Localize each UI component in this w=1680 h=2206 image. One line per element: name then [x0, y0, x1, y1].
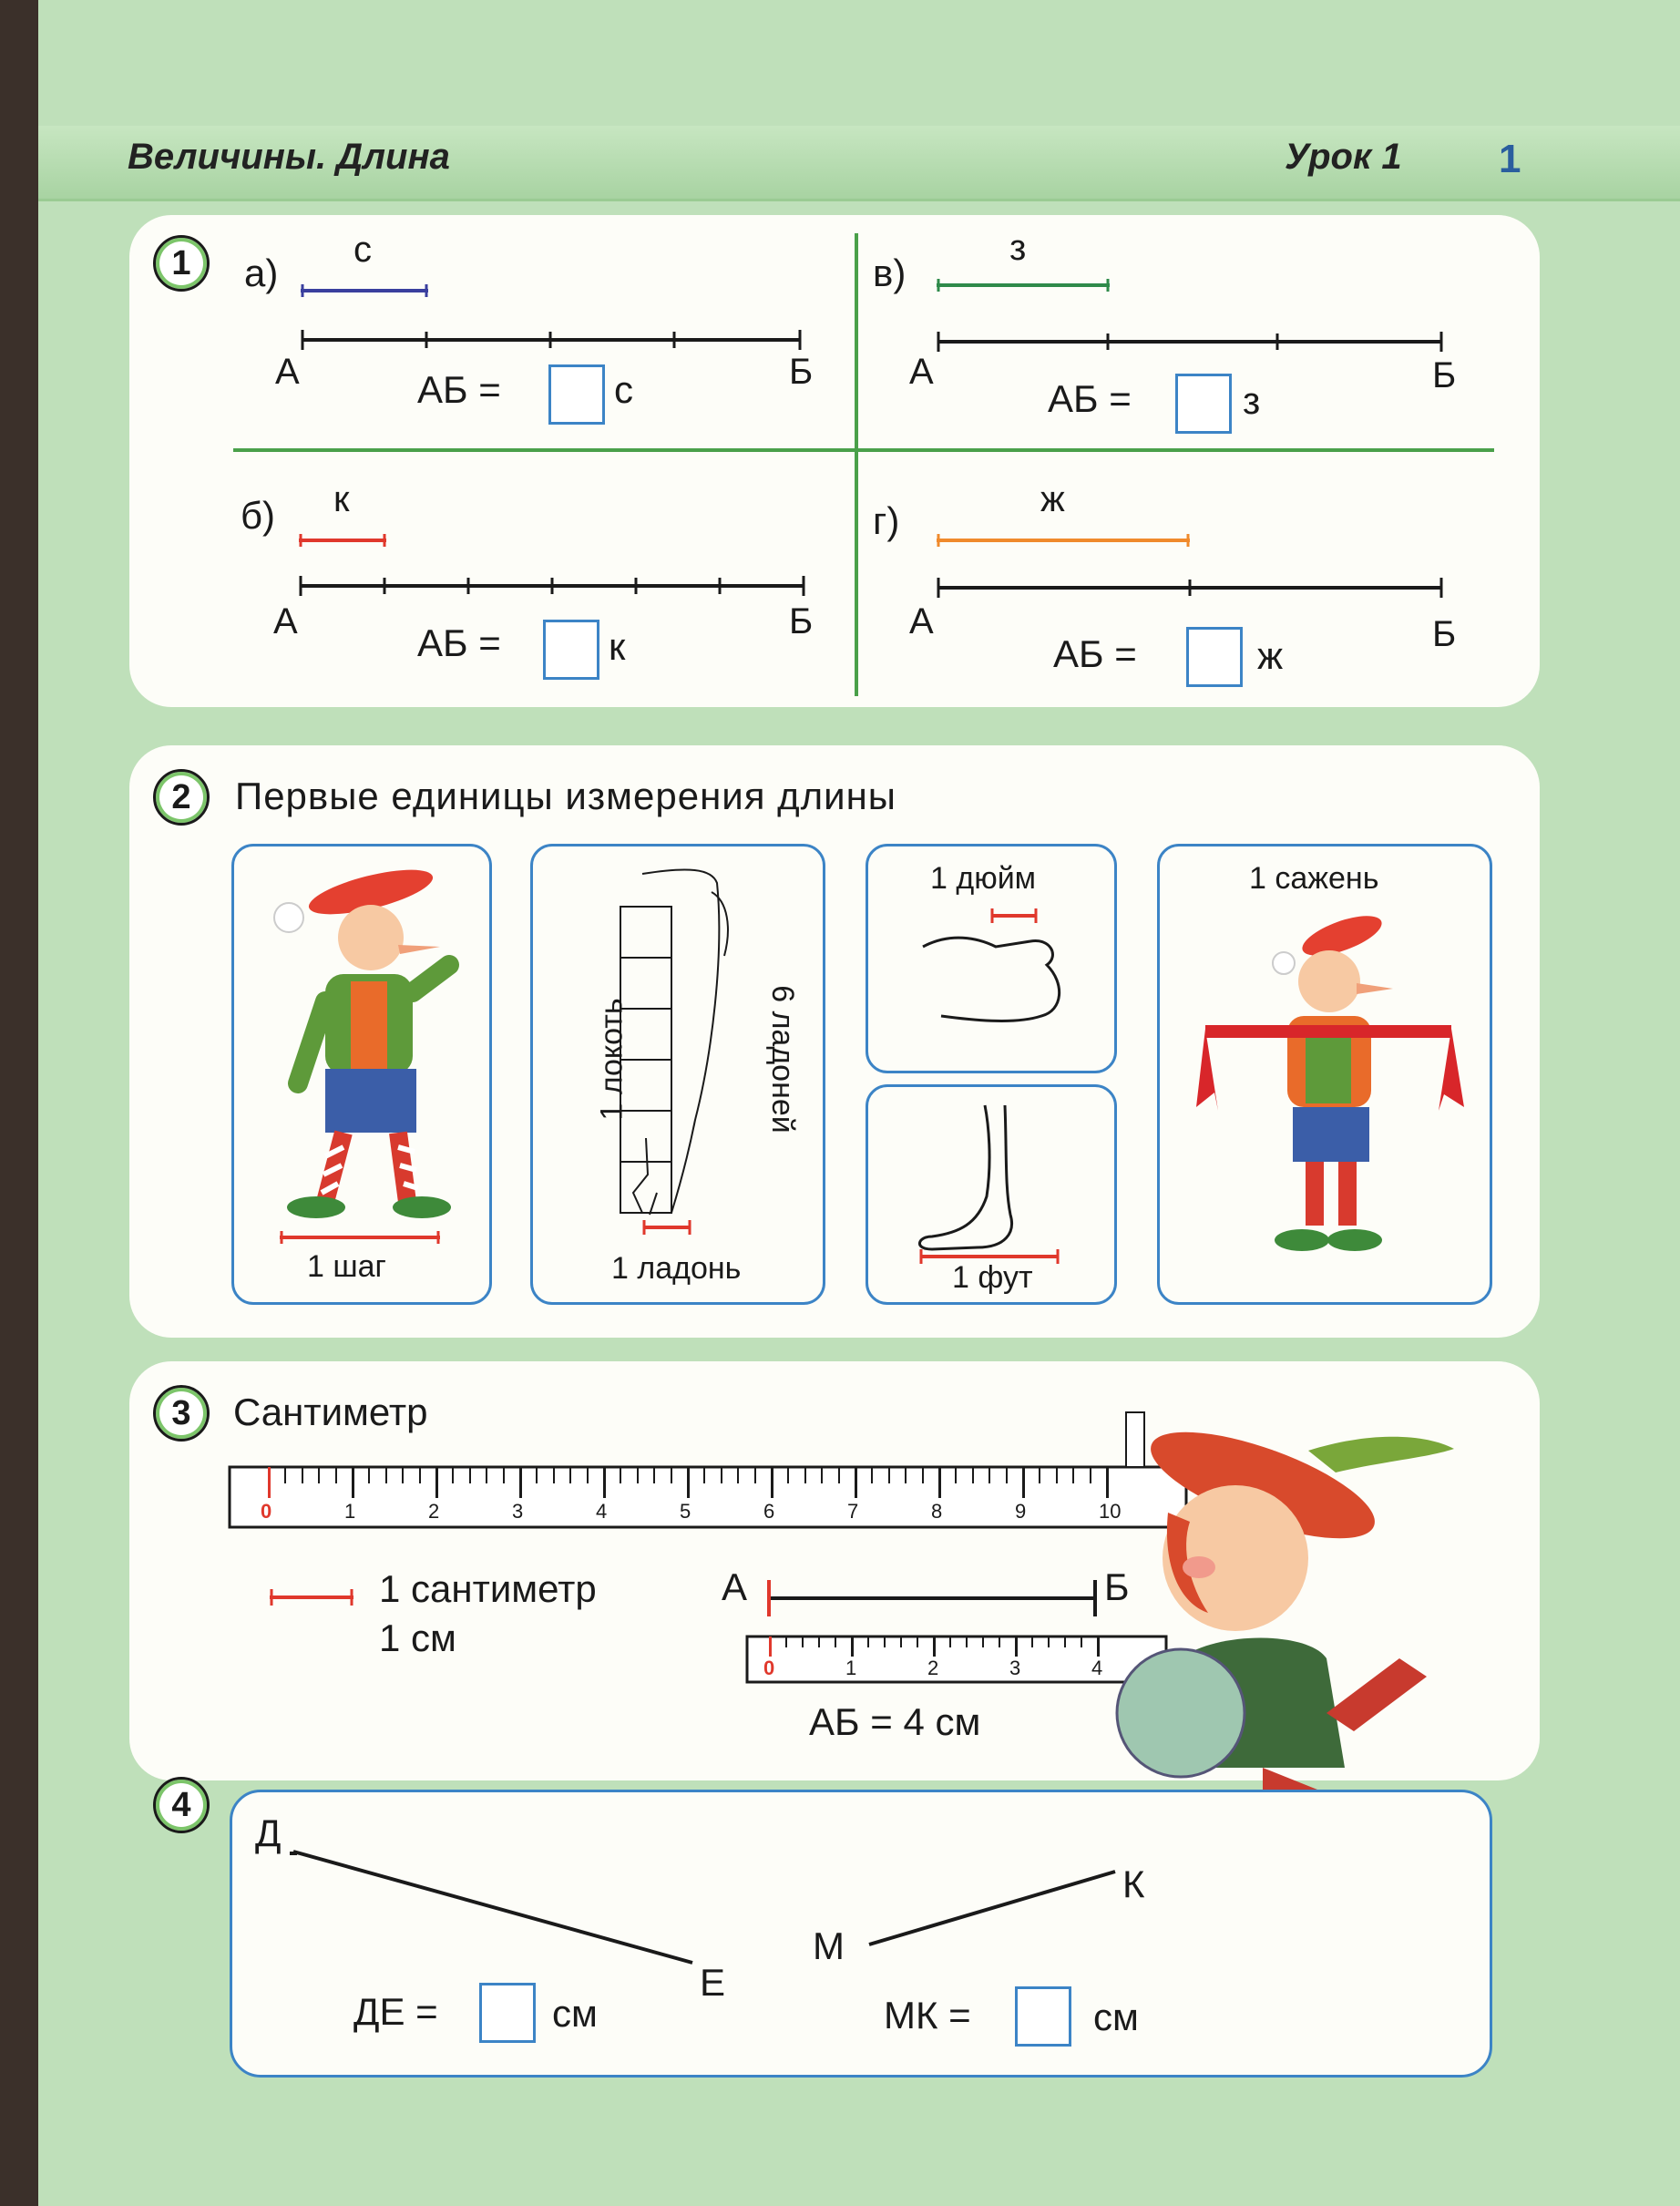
task1b-unit-label: к [333, 479, 350, 519]
small-ruler-tick-label: 1 [845, 1657, 857, 1679]
small-ruler-tick-label: 2 [927, 1657, 939, 1679]
task1v-unit-after: з [1243, 379, 1261, 422]
task1b-letter: б) [241, 494, 276, 537]
ruler-tick-label: 2 [428, 1500, 440, 1523]
card-inch-label: 1 дюйм [930, 861, 1037, 896]
task1v-point-a: А [909, 352, 934, 392]
task1g-equation: АБ = [1053, 632, 1137, 675]
ruler-tick-label: 7 [847, 1500, 859, 1523]
ruler-tick-label: 9 [1015, 1500, 1027, 1523]
task1v-point-b: Б [1432, 355, 1457, 395]
task3-point-a: А [722, 1565, 748, 1608]
ruler-tick-label: 8 [931, 1500, 943, 1523]
task4-number: 4 [153, 1777, 210, 1833]
small-ruler-tick-label: 4 [1091, 1657, 1103, 1679]
task1v-unit-label: з [1009, 228, 1027, 268]
mk-unit: см [1093, 1996, 1139, 2038]
task2-title: Первые единицы измерения длины [235, 775, 896, 817]
task1g-unit-label: ж [1040, 479, 1065, 519]
task2-number: 2 [153, 769, 210, 826]
mk-answer-box[interactable] [1015, 1986, 1071, 2047]
card-elbow-label: 1 локоть [594, 998, 630, 1121]
card-step-label: 1 шаг [307, 1249, 386, 1284]
ruler-tick-label: 6 [763, 1500, 775, 1523]
task1b-point-a: А [273, 601, 298, 641]
card-foot-label: 1 фут [952, 1260, 1033, 1295]
task1v-equation: АБ = [1048, 377, 1132, 420]
card-palms6-label: 6 ладоней [764, 985, 800, 1134]
mk-equation: МК = [884, 1994, 971, 2037]
task1b-unit-after: к [609, 625, 626, 668]
point-m: М [813, 1924, 845, 1967]
card-palm-label: 1 ладонь [611, 1251, 742, 1286]
de-answer-box[interactable] [479, 1983, 536, 2043]
point-k: К [1122, 1862, 1145, 1905]
point-d: Д [255, 1811, 282, 1854]
task1a-point-a: А [275, 352, 300, 392]
task3-point-b: Б [1104, 1565, 1130, 1608]
task1b-point-b: Б [789, 601, 814, 641]
card-sazhen-label: 1 сажень [1249, 861, 1379, 896]
ruler-tick-label: 4 [596, 1500, 608, 1523]
task3-result: АБ = 4 см [809, 1700, 981, 1743]
page-title: Величины. Длина [128, 137, 450, 177]
task1a-point-b: Б [789, 352, 814, 392]
de-equation: ДЕ = [353, 1990, 438, 2033]
small-ruler-tick-label: 0 [763, 1657, 775, 1679]
task3-number: 3 [153, 1385, 210, 1442]
task1a-unit-after: с [614, 368, 633, 411]
one-cm-label: 1 сантиметр [379, 1567, 597, 1610]
ruler-tick-label: 5 [680, 1500, 691, 1523]
lesson-label: Урок 1 [1285, 137, 1402, 177]
ruler-tick-label: 3 [512, 1500, 524, 1523]
task1g-unit-after: ж [1257, 634, 1284, 677]
small-ruler-tick-label: 3 [1009, 1657, 1021, 1679]
task1g-point-b: Б [1432, 614, 1457, 654]
de-unit: см [552, 1992, 598, 2035]
task1-number: 1 [153, 235, 210, 292]
task1a-letter: а) [244, 251, 279, 294]
ruler-tick-label: 10 [1099, 1500, 1122, 1523]
point-e: Е [700, 1961, 726, 2004]
task1a-equation: АБ = [417, 368, 501, 411]
task1a-unit-label: с [353, 230, 372, 270]
task1v-letter: в) [873, 251, 907, 294]
task1b-equation: АБ = [417, 621, 501, 664]
page-number: 1 [1499, 137, 1521, 181]
one-cm-short-label: 1 см [379, 1616, 456, 1659]
task1g-letter: г) [873, 499, 900, 542]
task3-title: Сантиметр [233, 1390, 428, 1433]
ruler-tick-label: 1 [344, 1500, 356, 1523]
ruler-tick-label: 0 [261, 1500, 272, 1523]
task1g-point-a: А [909, 601, 934, 641]
